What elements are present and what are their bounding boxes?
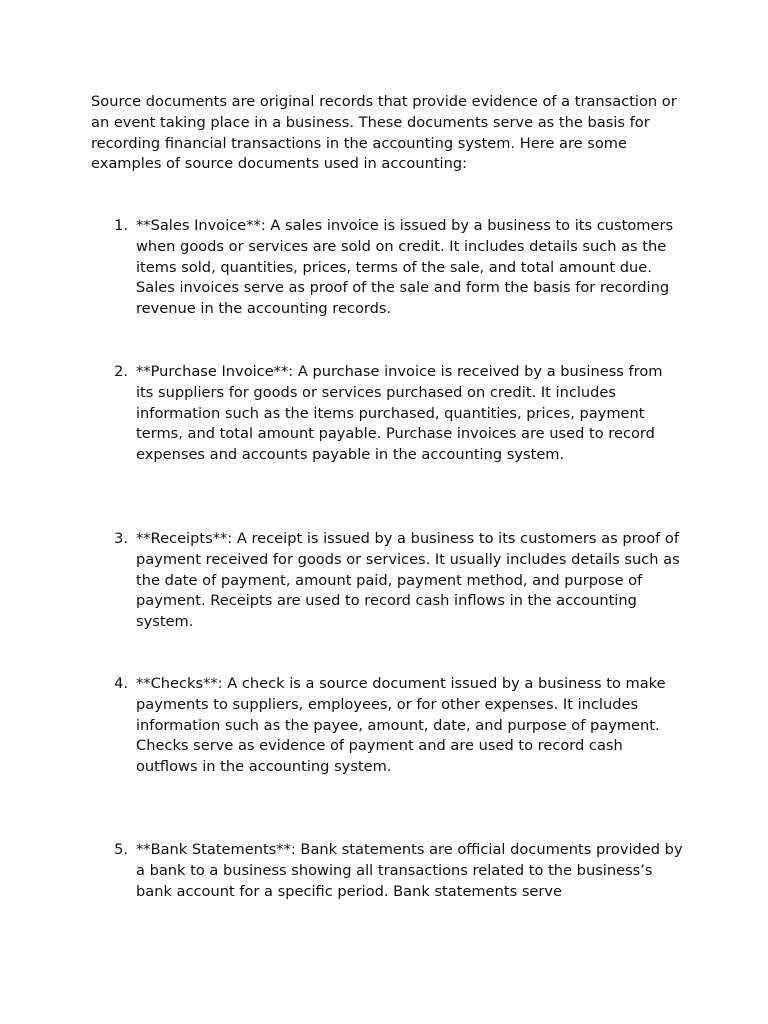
- list-item-receipts: [91, 529, 691, 633]
- list-item-checks: [91, 674, 691, 778]
- list-item-text: **Purchase Invoice**: A purchase invoice is received by a business from its suppliers for goods or services purchased on credit. It includes information such as the items purchased, quantities, prices, payment terms, and total amount payable. Purchase invoices are used to record expenses and accounts payable in the accounting system.: [136, 363, 663, 464]
- list-item-bank-statements: [91, 840, 691, 902]
- list-item-sales-invoice: [91, 216, 691, 320]
- list-item-number: 4.: [114, 675, 128, 692]
- list-item-number: 5.: [114, 841, 128, 858]
- list-item-text: **Sales Invoice**: A sales invoice is issued by a business to its customers when goods or services are sold on credit. It includes details such as the items sold, quantities, prices, terms of the sale, and total amount due. Sales invoices serve as proof of the sale and form the basis for recording revenue in the accounting records.: [136, 217, 674, 318]
- list-item-text: **Checks**: A check is a source document issued by a business to make payments to suppliers, employees, or for other expenses. It includes information such as the payee, amount, date, and purpose of payment. Checks serve as evidence of payment and are used to record cash outflows in the accounting system.: [136, 675, 666, 776]
- list-item-text: **Bank Statements**: Bank statements are official documents provided by a bank to a business showing all transactions related to the business’s bank account for a specific period. Bank statements serve: [136, 841, 683, 900]
- list-item-purchase-invoice: [91, 362, 691, 466]
- list-item-number: 3.: [114, 530, 128, 547]
- list-item-text: **Receipts**: A receipt is issued by a business to its customers as proof of payment received for goods or services. It usually includes details such as the date of payment, amount paid, payment method, and purpose of payment. Receipts are used to record cash inflows in the accounting system.: [136, 530, 680, 631]
- list-item-number: 2.: [114, 363, 128, 380]
- intro-paragraph: Source documents are original records that provide evidence of a transaction or an event taking place in a business. These documents serve as the basis for recording financial transactions in the accounting system. Here are some examples of source documents used in accounting:: [91, 93, 677, 173]
- list-item-number: 1.: [114, 217, 128, 234]
